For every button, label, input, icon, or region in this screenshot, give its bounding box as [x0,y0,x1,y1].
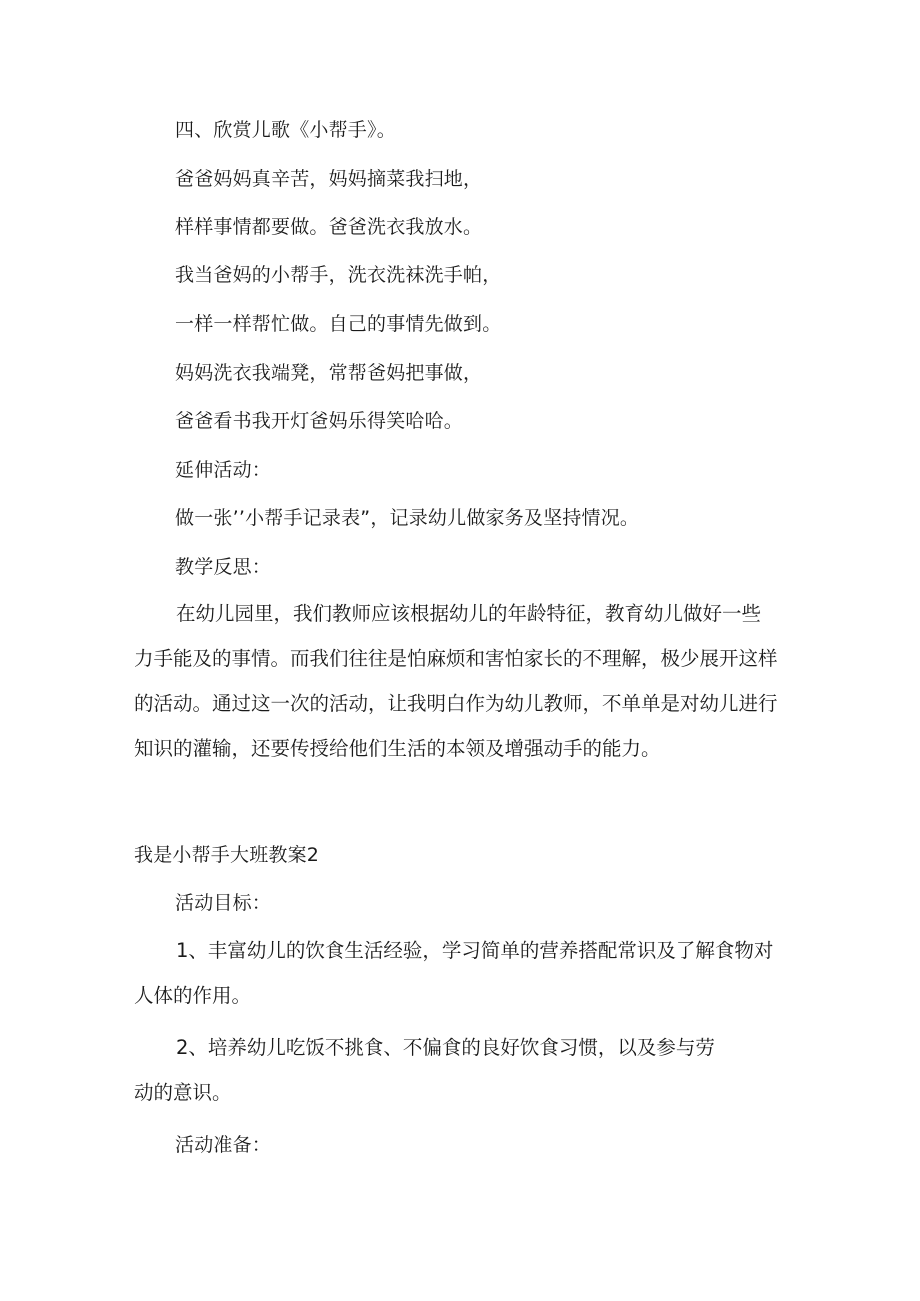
reflection-line-1: 在幼儿园里，我们教师应该根据幼儿的年龄特征，教育幼儿做好一些 [176,602,762,625]
poem-line-3: 我当爸妈的小帮手，洗衣洗袜洗手帕， [175,264,502,286]
reflection-line-4: 知识的灌输，还要传授给他们生活的本领及增强动手的能力。 [134,737,661,760]
goal-1-line-2: 人体的作用。 [134,984,252,1007]
goal-1-paragraph [134,928,773,1018]
poem-line-5: 妈妈洗衣我端凳，常帮爸妈把事做， [175,362,483,384]
reflection-line-3: 的活动。通过这一次的活动，让我明白作为幼儿教师，不单单是对幼儿进行 [134,692,778,715]
poem-line-6: 爸爸看书我开灯爸妈乐得笑哈哈。 [175,410,464,432]
goal-1-line-1: 1、丰富幼儿的饮食生活经验，学习简单的营养搭配常识及了解食物对 [176,939,774,962]
reflection-label: 教学反思： [175,556,272,578]
section-4-title: 四、欣赏儿歌《小帮手》。 [175,119,396,141]
goals-label: 活动目标： [175,892,272,914]
goal-2-line-1: 2、培养幼儿吃饭不挑食、不偏食的良好饮食习惯，以及参与劳 [176,1036,715,1059]
poem-line-2: 样样事情都要做。爸爸洗衣我放水。 [175,216,483,238]
lesson-2-title: 我是小帮手大班教案2 [134,844,320,866]
prep-label: 活动准备： [175,1134,272,1156]
extension-label: 延伸活动： [175,459,272,481]
goal-2-paragraph [134,1025,715,1115]
reflection-line-2: 力手能及的事情。而我们往往是怕麻烦和害怕家长的不理解，极少展开这样 [134,647,778,670]
poem-line-1: 爸爸妈妈真辛苦，妈妈摘菜我扫地， [175,168,483,190]
goal-2-line-2: 动的意识。 [134,1081,232,1104]
poem-line-4: 一样一样帮忙做。自己的事情先做到。 [175,313,502,335]
reflection-paragraph [134,591,778,771]
extension-text: 做一张’’小帮手记录表”，记录幼儿做家务及坚持情况。 [175,507,640,529]
